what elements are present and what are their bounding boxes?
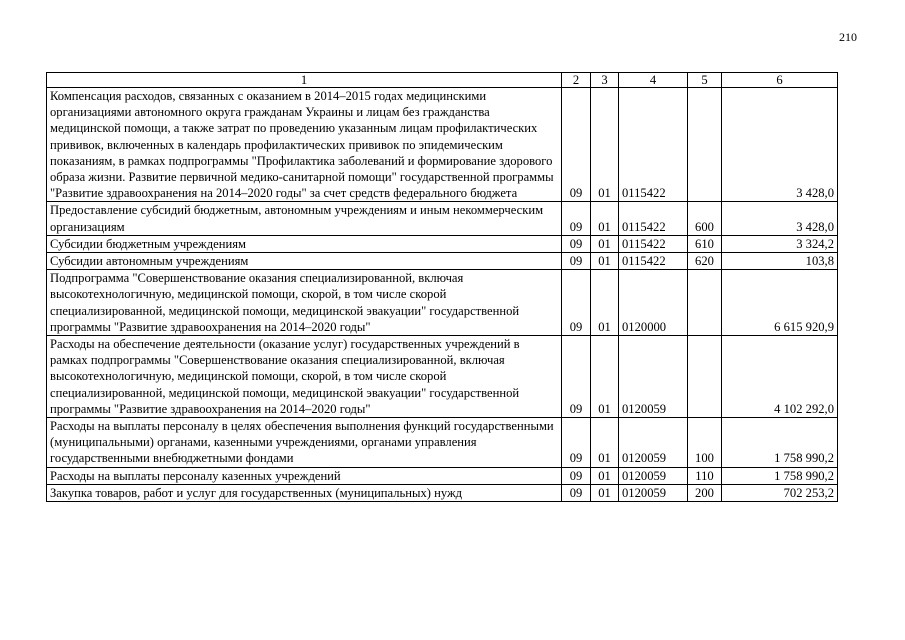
header-col-1: 1 (47, 73, 562, 88)
table-row (47, 253, 838, 270)
row-amount: 1 758 990,2 (722, 418, 838, 468)
budget-table (46, 72, 838, 502)
row-expense-type: 600 (688, 202, 722, 235)
row-expense-type: 610 (688, 235, 722, 252)
table-row (47, 418, 838, 468)
row-target-article: 0120059 (619, 336, 688, 418)
row-expense-type: 100 (688, 418, 722, 468)
row-name: Компенсация расходов, связанных с оказанием в 2014–2015 годах медицинскими организациями автономного округа гражданам Украины и лицам без гражданства медицинской помощи, а также затрат по проведению указанным лицам профилактических прививок, включенных в календарь профилактических прививок по эпидемическим показаниям, в рамках подпрограммы "Профилактика заболеваний и формирование здорового образа жизни. Развитие первичной медико-санитарной помощи" государственной программы "Развитие здравоохранения на 2014–2020 годы" за счет средств федерального бюджета (47, 88, 562, 202)
row-subsection: 01 (591, 467, 619, 484)
row-name: Расходы на обеспечение деятельности (оказание услуг) государственных учреждений в рамках подпрограммы "Совершенствование оказания специализированной, включая высокотехнологичную, медицинской помощи, скорой, в том числе скорой специализированной, медицинской помощи, медицинской эвакуации" государственной программы "Развитие здравоохранения на 2014–2020 годы" (47, 336, 562, 418)
row-amount: 6 615 920,9 (722, 270, 838, 336)
row-name: Субсидии бюджетным учреждениям (47, 235, 562, 252)
row-section: 09 (562, 467, 591, 484)
row-target-article: 0115422 (619, 235, 688, 252)
row-subsection: 01 (591, 418, 619, 468)
row-section: 09 (562, 202, 591, 235)
table-row (47, 202, 838, 235)
row-amount: 3 428,0 (722, 202, 838, 235)
row-subsection: 01 (591, 484, 619, 501)
table-row (47, 235, 838, 252)
row-target-article: 0115422 (619, 88, 688, 202)
row-name: Расходы на выплаты персоналу в целях обеспечения выполнения функций государственными (муниципальными) органами, казенными учреждениями, органами управления государственными внебюджетными фондами (47, 418, 562, 468)
row-section: 09 (562, 484, 591, 501)
row-section: 09 (562, 418, 591, 468)
row-amount: 103,8 (722, 253, 838, 270)
table-row (47, 270, 838, 336)
row-expense-type: 110 (688, 467, 722, 484)
header-col-6: 6 (722, 73, 838, 88)
row-amount: 3 428,0 (722, 88, 838, 202)
row-subsection: 01 (591, 270, 619, 336)
row-target-article: 0115422 (619, 202, 688, 235)
row-subsection: 01 (591, 88, 619, 202)
header-col-5: 5 (688, 73, 722, 88)
row-amount: 3 324,2 (722, 235, 838, 252)
row-expense-type: 200 (688, 484, 722, 501)
row-amount: 1 758 990,2 (722, 467, 838, 484)
row-amount: 4 102 292,0 (722, 336, 838, 418)
row-target-article: 0120000 (619, 270, 688, 336)
row-name: Закупка товаров, работ и услуг для государственных (муниципальных) нужд (47, 484, 562, 501)
row-subsection: 01 (591, 336, 619, 418)
row-name: Предоставление субсидий бюджетным, автономным учреждениям и иным некоммерческим организациям (47, 202, 562, 235)
header-col-4: 4 (619, 73, 688, 88)
row-subsection: 01 (591, 235, 619, 252)
table-header-row (47, 73, 838, 88)
row-expense-type (688, 270, 722, 336)
row-name: Субсидии автономным учреждениям (47, 253, 562, 270)
row-section: 09 (562, 253, 591, 270)
table-row (47, 88, 838, 202)
header-col-2: 2 (562, 73, 591, 88)
row-amount: 702 253,2 (722, 484, 838, 501)
row-target-article: 0115422 (619, 253, 688, 270)
row-expense-type (688, 336, 722, 418)
row-expense-type (688, 88, 722, 202)
page-number: 210 (839, 30, 857, 44)
row-target-article: 0120059 (619, 484, 688, 501)
table-row (47, 484, 838, 501)
row-expense-type: 620 (688, 253, 722, 270)
row-section: 09 (562, 235, 591, 252)
row-name: Расходы на выплаты персоналу казенных учреждений (47, 467, 562, 484)
table-row (47, 467, 838, 484)
row-section: 09 (562, 88, 591, 202)
row-target-article: 0120059 (619, 418, 688, 468)
row-subsection: 01 (591, 202, 619, 235)
row-section: 09 (562, 270, 591, 336)
header-col-3: 3 (591, 73, 619, 88)
table-row (47, 336, 838, 418)
row-section: 09 (562, 336, 591, 418)
row-subsection: 01 (591, 253, 619, 270)
row-target-article: 0120059 (619, 467, 688, 484)
row-name: Подпрограмма "Совершенствование оказания специализированной, включая высокотехнологичную, медицинской помощи, скорой, в том числе скорой специализированной, медицинской помощи, медицинской эвакуации" государственной программы "Развитие здравоохранения на 2014–2020 годы" (47, 270, 562, 336)
